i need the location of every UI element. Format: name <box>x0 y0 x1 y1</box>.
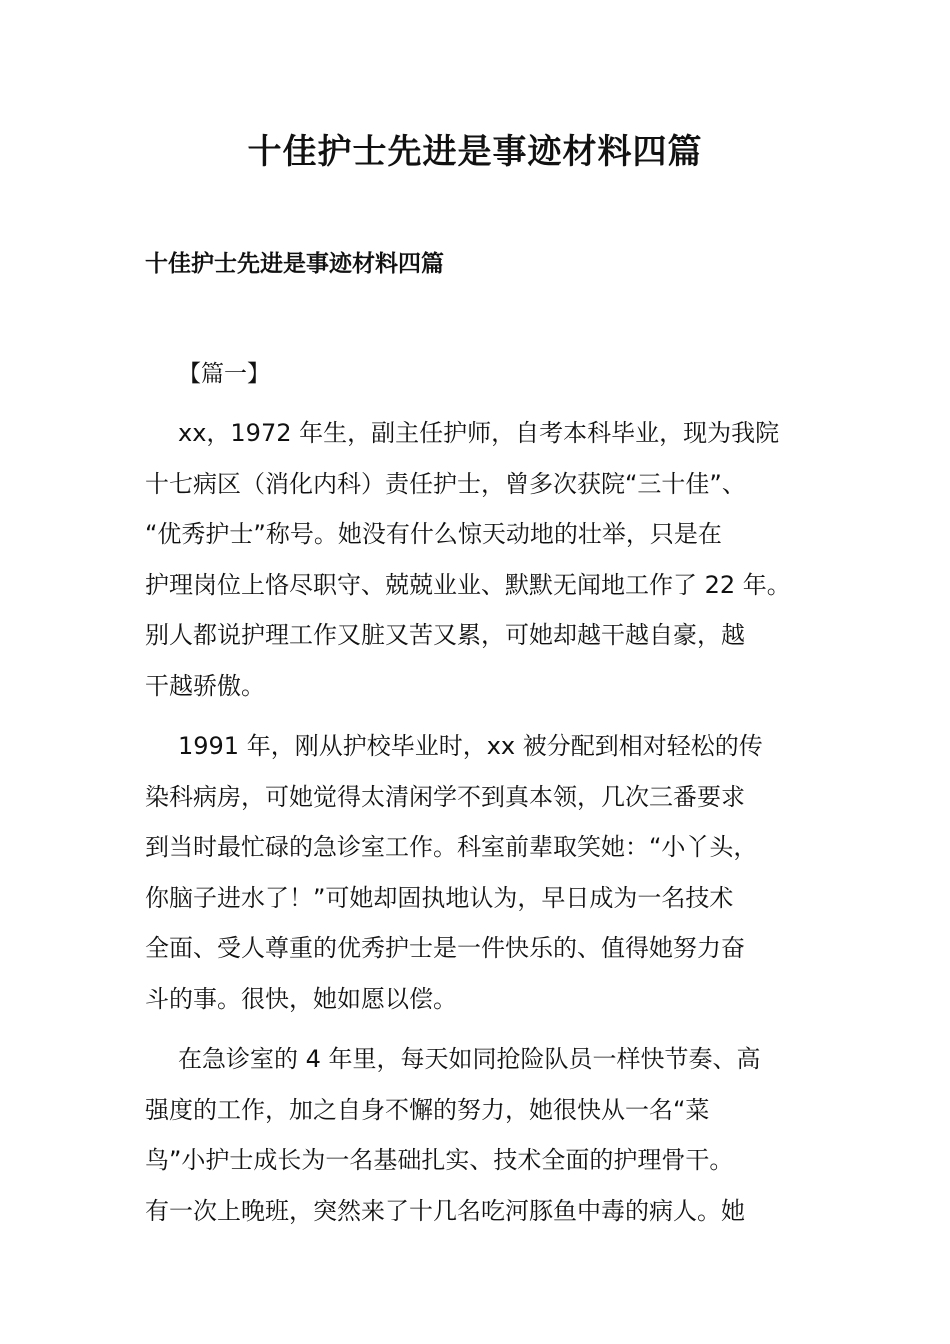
paragraph-line: 护理岗位上恪尽职守、兢兢业业、默默无闻地工作了 22 年。 <box>145 570 791 599</box>
paragraph-line: “优秀护士”称号。她没有什么惊天动地的壮举，只是在 <box>145 520 722 548</box>
paragraph-line: 在急诊室的 4 年里，每天如同抢险队员一样快节奏、高 <box>178 1045 761 1073</box>
paragraph-line: 有一次上晚班，突然来了十几名吃河豚鱼中毒的病人。她 <box>145 1196 745 1225</box>
paragraph-line: 强度的工作，加之自身不懈的努力，她很快从一名“菜 <box>145 1095 710 1124</box>
paragraph-line: 十七病区（消化内科）责任护士，曾多次获院“三十佳”、 <box>145 469 746 498</box>
paragraph-line: 鸟”小护士成长为一名基础扎实、技术全面的护理骨干。 <box>145 1146 734 1174</box>
document-title: 十佳护士先进是事迹材料四篇 <box>247 132 703 172</box>
paragraph-line: 染科病房，可她觉得太清闲学不到真本领，几次三番要求 <box>145 782 745 811</box>
paragraph-line: 干越骄傲。 <box>145 671 265 700</box>
paragraph-3 <box>145 1034 807 1236</box>
body-text <box>145 408 807 1246</box>
paragraph-line: 别人都说护理工作又脏又苦又累，可她却越干越自豪，越 <box>145 621 745 649</box>
paragraph-line: 你脑子进水了！”可她却固执地认为，早日成为一名技术 <box>145 883 734 912</box>
section-label: 【篇一】 <box>178 361 270 387</box>
paragraph-line: 斗的事。很快，她如愿以偿。 <box>145 984 457 1013</box>
paragraph-line: 1991 年，刚从护校毕业时，xx 被分配到相对轻松的传 <box>178 732 763 760</box>
document-subtitle: 十佳护士先进是事迹材料四篇 <box>145 251 444 277</box>
paragraph-2 <box>145 721 807 1024</box>
paragraph-line: 到当时最忙碌的急诊室工作。科室前辈取笑她：“小丫头， <box>145 833 758 861</box>
paragraph-1 <box>145 408 807 711</box>
paragraph-line: xx，1972 年生，副主任护师，自考本科毕业，现为我院 <box>178 419 780 447</box>
paragraph-line: 全面、受人尊重的优秀护士是一件快乐的、值得她努力奋 <box>145 934 745 962</box>
